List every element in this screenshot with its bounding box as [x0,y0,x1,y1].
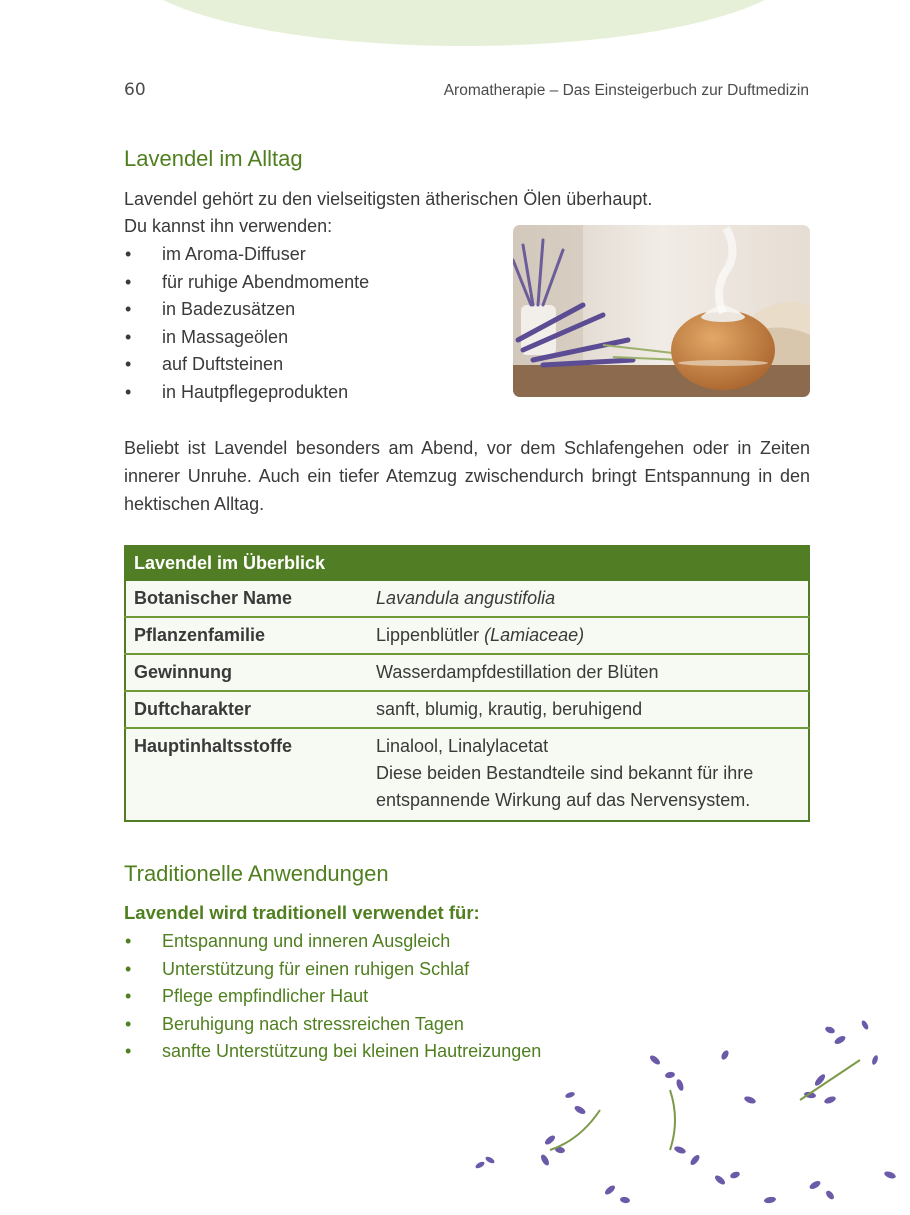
list-item: • in Hautpflegeprodukten [124,379,369,407]
bullet-icon: • [125,271,132,292]
lavender-decoration [420,1000,910,1211]
section-title-traditionell: Traditionelle Anwendungen [124,861,389,886]
bullet-icon: • [125,931,132,951]
intro-line-1: Lavendel gehört zu den vielseitigsten ätherischen Ölen überhaupt. [124,189,653,209]
bullet-icon: • [125,381,132,402]
table-header: Lavendel im Überblick [125,546,809,580]
bullet-icon: • [125,326,132,347]
bullet-icon: • [125,299,132,319]
list-item: • Unterstützung für einen ruhigen Schlaf [124,956,541,984]
row-value: sanft, blumig, krautig, beruhigend [368,691,809,728]
table-row [125,617,809,654]
intro-line-2: Du kannst ihn verwenden: [124,216,333,236]
bullet-icon: • [125,1013,132,1034]
list-item: • Entspannung und inneren Ausgleich [124,928,541,956]
uses-list [124,241,369,406]
bullet-icon: • [125,1041,132,1061]
bullet-icon: • [125,244,132,264]
list-item: • in Massageölen [124,324,369,352]
row-label: Hauptinhaltsstoffe [125,728,368,821]
list-item: • auf Duftsteinen [124,351,369,379]
diffuser-photo [513,225,810,397]
running-header: Aromatherapie – Das Einsteigerbuch zur Duftmedizin [443,82,809,99]
list-item: • sanfte Unterstützung bei kleinen Hautreizungen [124,1038,541,1066]
row-value: Wasserdampfdestillation der Blüten [368,654,809,691]
row-label: Gewinnung [125,654,368,691]
page-number: 60 [124,80,146,100]
traditional-subtitle: Lavendel wird traditionell verwendet für: [124,902,480,923]
row-value: Linalool, Linalylacetat Diese beiden Bestandteile sind bekannt für ihre entspannende Wirkung auf das Nervensystem. [368,728,809,821]
bullet-icon: • [125,354,132,374]
list-item: • Beruhigung nach stressreichen Tagen [124,1011,541,1039]
paragraph-abend: Beliebt ist Lavendel besonders am Abend, vor dem Schlafengehen oder in Zeiten innerer Unruhe. Auch ein tiefer Atemzug zwischendurch bringt Entspannung in den hektischen Alltag. [124,438,810,514]
list-item: • im Aroma-Diffuser [124,241,369,269]
list-item: • in Badezusätzen [124,296,369,324]
section-title-alltag: Lavendel im Alltag [124,146,303,171]
bullet-icon: • [125,958,132,979]
row-label: Pflanzenfamilie [125,617,368,654]
table-row [125,654,809,691]
table-row [125,691,809,728]
table-row [125,728,809,821]
bullet-icon: • [125,986,132,1006]
row-label: Duftcharakter [125,691,368,728]
row-label: Botanischer Name [125,580,368,617]
list-item: • für ruhige Abendmomente [124,269,369,297]
header-decoration [128,0,800,46]
overview-table [124,545,810,822]
table-row [125,580,809,617]
row-value: Lippenblütler (Lamiaceae) [368,617,809,654]
row-value: Lavandula angustifolia [368,580,809,617]
list-item: • Pflege empfindlicher Haut [124,983,541,1011]
